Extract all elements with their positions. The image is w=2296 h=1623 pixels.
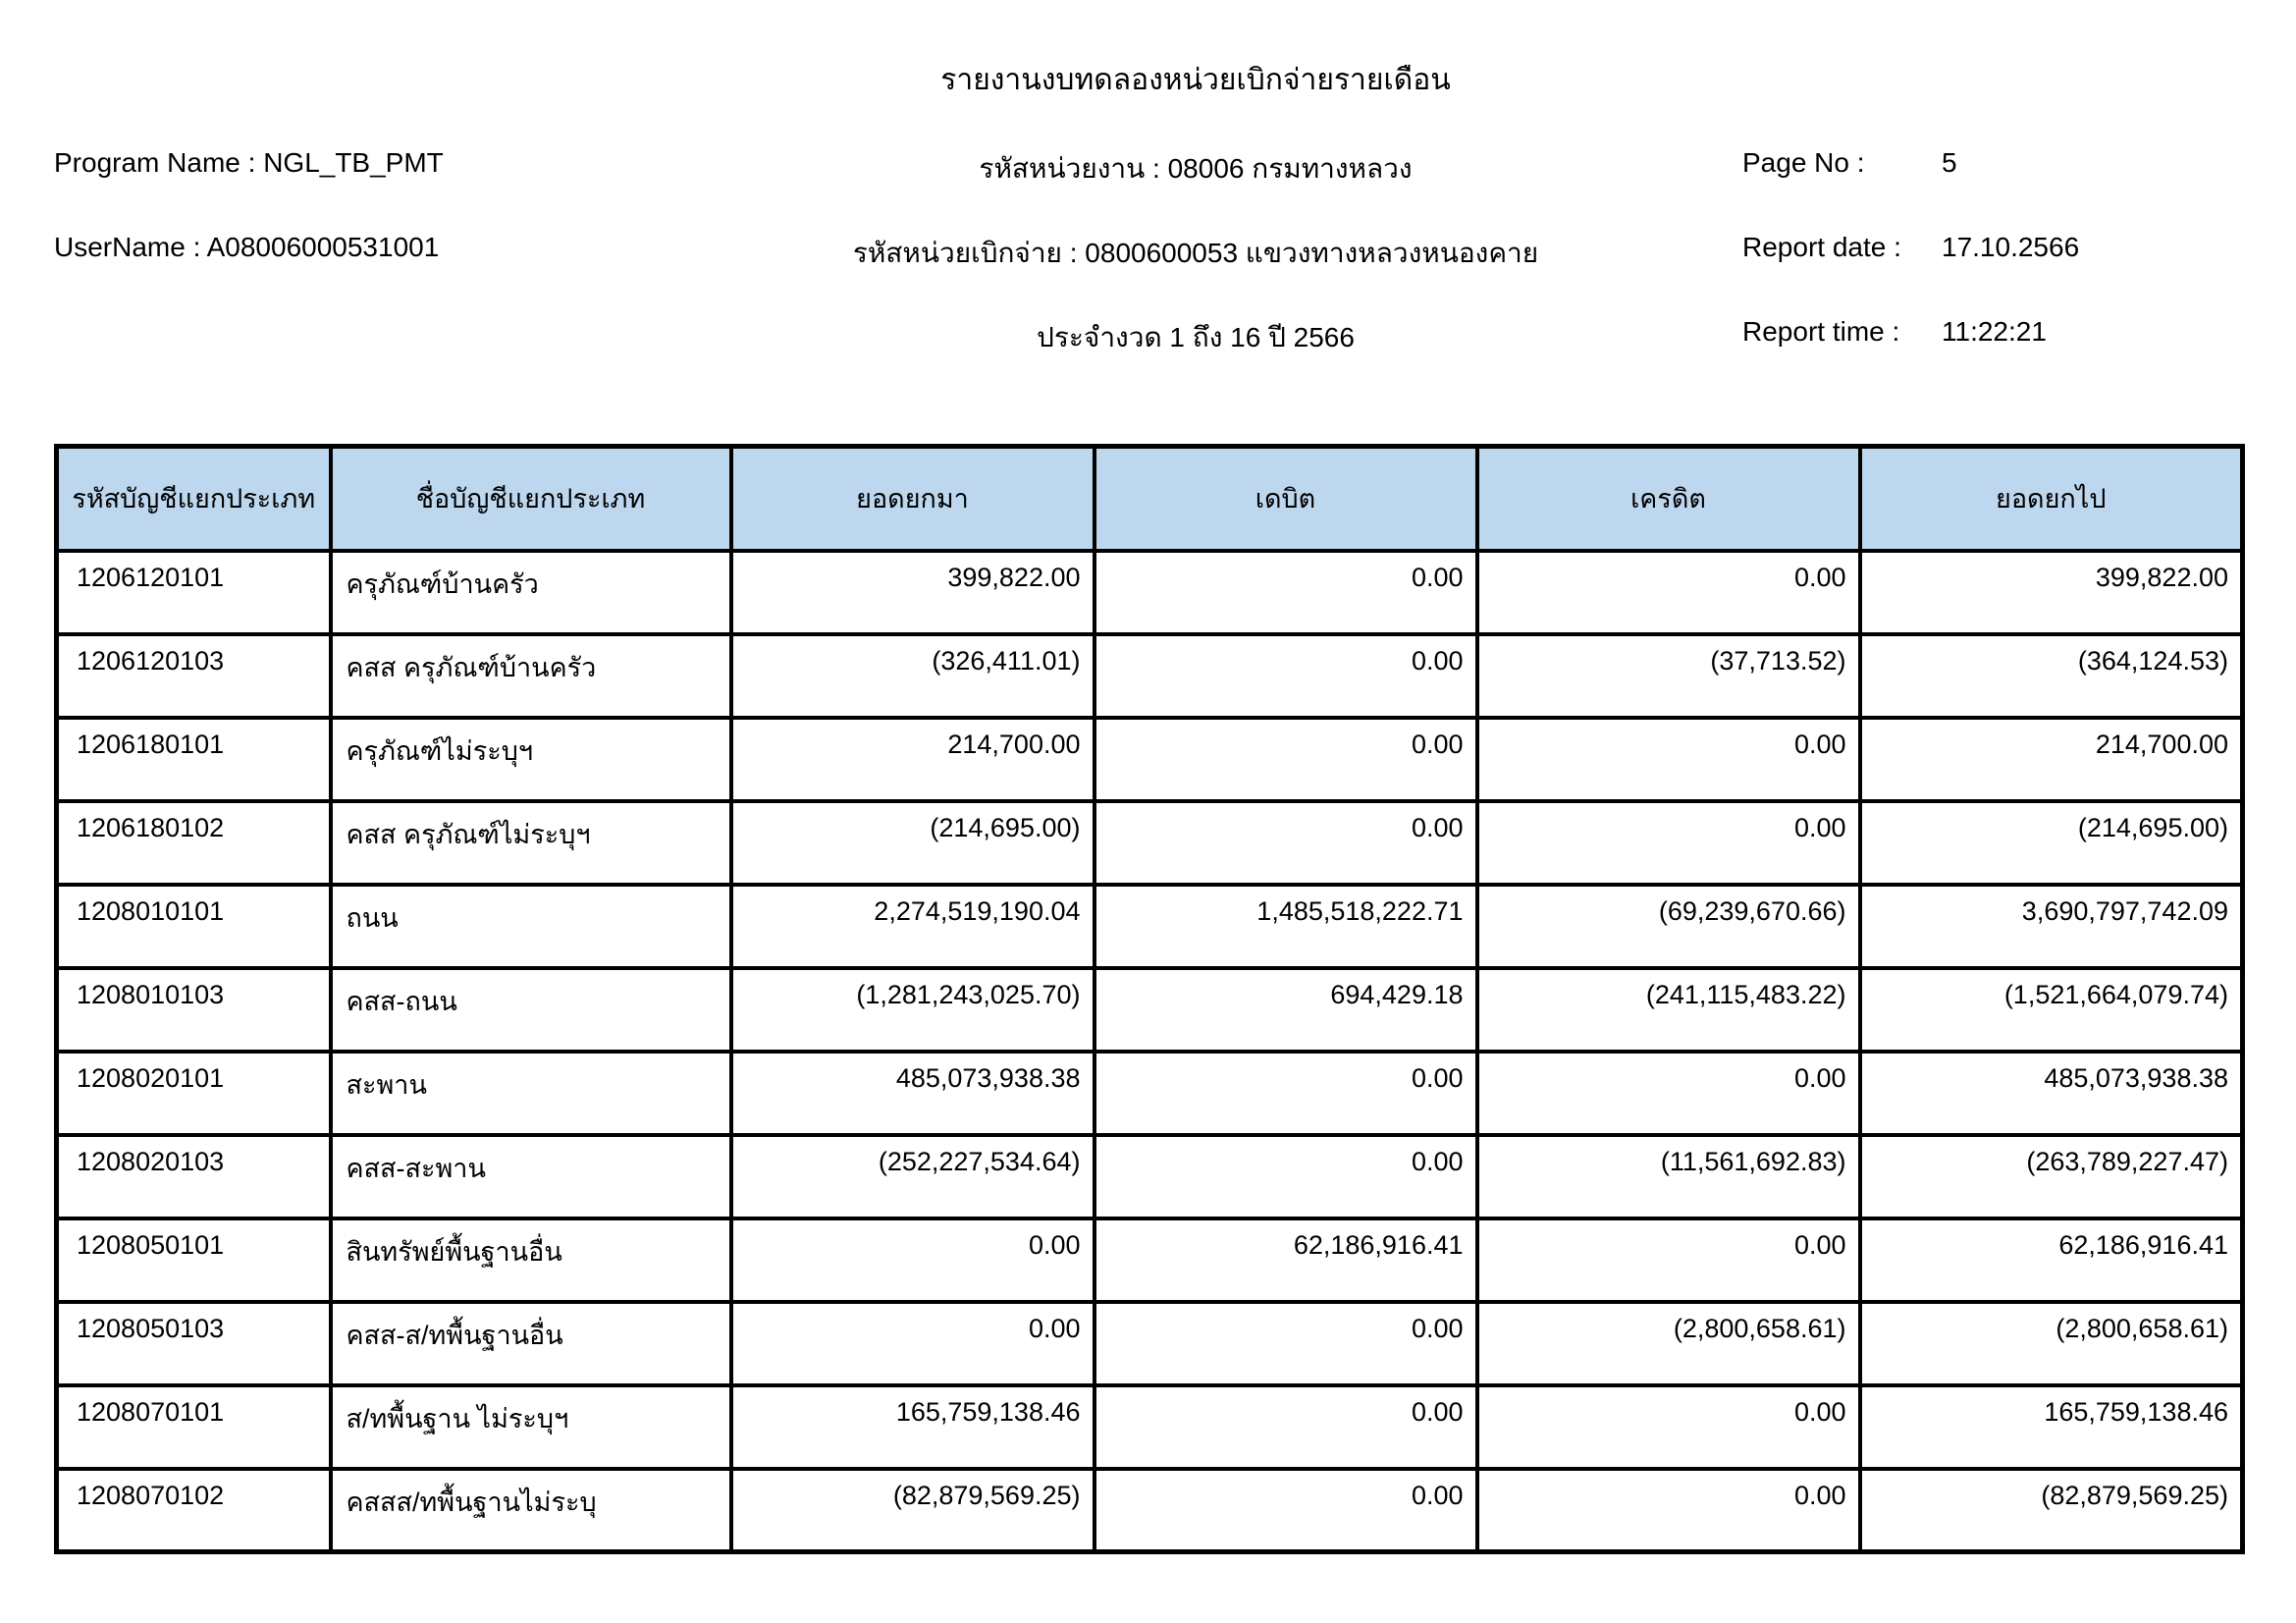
account-code-cell: 1208020101	[57, 1052, 331, 1135]
account-name-cell: คสส ครุภัณฑ์บ้านครัว	[331, 634, 731, 718]
amount-cell: 399,822.00	[731, 551, 1095, 634]
account-code-cell: 1206180102	[57, 801, 331, 885]
amount-cell: (326,411.01)	[731, 634, 1095, 718]
report-date-value: 17.10.2566	[1942, 232, 2080, 262]
username-line	[54, 232, 439, 263]
account-name-cell: คสส-ถนน	[331, 968, 731, 1052]
amount-cell: 165,759,138.46	[1860, 1385, 2243, 1469]
account-code-cell: 1208020103	[57, 1135, 331, 1218]
disbursement-unit-line: รหัสหน่วยเบิกจ่าย : 0800600053 แขวงทางหลวงหนองคาย	[852, 238, 1539, 268]
table-row	[57, 551, 2243, 634]
amount-cell: 0.00	[1477, 1052, 1860, 1135]
account-code-cell: 1208050103	[57, 1302, 331, 1385]
amount-cell: (364,124.53)	[1860, 634, 2243, 718]
amount-cell: 485,073,938.38	[1860, 1052, 2243, 1135]
program-name-value: NGL_TB_PMT	[263, 147, 444, 178]
account-code-cell: 1208010101	[57, 885, 331, 968]
amount-cell: (37,713.52)	[1477, 634, 1860, 718]
report-date-label: Report date :	[1742, 232, 1901, 262]
account-code-cell: 1208070102	[57, 1469, 331, 1552]
amount-cell: 0.00	[1095, 1135, 1477, 1218]
account-code-cell: 1208070101	[57, 1385, 331, 1469]
table-row	[57, 1052, 2243, 1135]
report-time-value: 11:22:21	[1942, 316, 2047, 347]
account-code-cell: 1206180101	[57, 718, 331, 801]
program-name-line	[54, 147, 444, 179]
column-header: ยอดยกมา	[731, 447, 1095, 551]
amount-cell: 485,073,938.38	[731, 1052, 1095, 1135]
amount-cell: 62,186,916.41	[1095, 1218, 1477, 1302]
table-row	[57, 968, 2243, 1052]
username-label: UserName :	[54, 232, 201, 262]
account-code-cell: 1208050101	[57, 1218, 331, 1302]
table-row	[57, 1302, 2243, 1385]
amount-cell: 214,700.00	[1860, 718, 2243, 801]
amount-cell: 0.00	[1095, 1302, 1477, 1385]
trial-balance-table	[54, 444, 2245, 1554]
amount-cell: 0.00	[1477, 1385, 1860, 1469]
report-title: รายงานงบทดลองหน่วยเบิกจ่ายรายเดือน	[940, 64, 1451, 96]
amount-cell: 0.00	[1095, 1052, 1477, 1135]
amount-cell: 0.00	[1477, 1218, 1860, 1302]
account-name-cell: คสส-ส/ทพื้นฐานอื่น	[331, 1302, 731, 1385]
table-row	[57, 1135, 2243, 1218]
amount-cell: 0.00	[1095, 1385, 1477, 1469]
column-header: ยอดยกไป	[1860, 447, 2243, 551]
amount-cell: (82,879,569.25)	[1860, 1469, 2243, 1552]
column-header: เดบิต	[1095, 447, 1477, 551]
account-name-cell: คสส ครุภัณฑ์ไม่ระบุฯ	[331, 801, 731, 885]
amount-cell: 399,822.00	[1860, 551, 2243, 634]
table-row	[57, 885, 2243, 968]
page-no-value: 5	[1942, 147, 1957, 178]
table-row	[57, 718, 2243, 801]
amount-cell: 2,274,519,190.04	[731, 885, 1095, 968]
amount-cell: 165,759,138.46	[731, 1385, 1095, 1469]
account-code-cell: 1208010103	[57, 968, 331, 1052]
amount-cell: (263,789,227.47)	[1860, 1135, 2243, 1218]
amount-cell: 0.00	[1095, 551, 1477, 634]
amount-cell: 0.00	[1095, 1469, 1477, 1552]
amount-cell: (69,239,670.66)	[1477, 885, 1860, 968]
username-value: A08006000531001	[206, 232, 440, 262]
account-name-cell: ครุภัณฑ์บ้านครัว	[331, 551, 731, 634]
amount-cell: (214,695.00)	[1860, 801, 2243, 885]
account-name-cell: ครุภัณฑ์ไม่ระบุฯ	[331, 718, 731, 801]
amount-cell: 694,429.18	[1095, 968, 1477, 1052]
report-time-label: Report time :	[1742, 316, 1900, 347]
amount-cell: (1,281,243,025.70)	[731, 968, 1095, 1052]
page-no-label: Page No :	[1742, 147, 1865, 178]
amount-cell: (1,521,664,079.74)	[1860, 968, 2243, 1052]
column-header: รหัสบัญชีแยกประเภท	[57, 447, 331, 551]
amount-cell: 0.00	[1095, 634, 1477, 718]
amount-cell: (2,800,658.61)	[1860, 1302, 2243, 1385]
amount-cell: 3,690,797,742.09	[1860, 885, 2243, 968]
account-name-cell: ถนน	[331, 885, 731, 968]
amount-cell: (2,800,658.61)	[1477, 1302, 1860, 1385]
amount-cell: 214,700.00	[731, 718, 1095, 801]
amount-cell: (214,695.00)	[731, 801, 1095, 885]
table-body	[57, 551, 2243, 1552]
table-row	[57, 1385, 2243, 1469]
account-name-cell: คสสส/ทพื้นฐานไม่ระบุ	[331, 1469, 731, 1552]
account-name-cell: สินทรัพย์พื้นฐานอื่น	[331, 1218, 731, 1302]
amount-cell: (252,227,534.64)	[731, 1135, 1095, 1218]
amount-cell: (82,879,569.25)	[731, 1469, 1095, 1552]
amount-cell: 62,186,916.41	[1860, 1218, 2243, 1302]
amount-cell: (11,561,692.83)	[1477, 1135, 1860, 1218]
table-row	[57, 634, 2243, 718]
account-code-cell: 1206120101	[57, 551, 331, 634]
column-header: เครดิต	[1477, 447, 1860, 551]
table-row	[57, 1469, 2243, 1552]
amount-cell: 0.00	[1095, 801, 1477, 885]
column-header: ชื่อบัญชีแยกประเภท	[331, 447, 731, 551]
amount-cell: 0.00	[731, 1218, 1095, 1302]
account-name-cell: สะพาน	[331, 1052, 731, 1135]
table-header-row	[57, 447, 2243, 551]
amount-cell: 0.00	[1095, 718, 1477, 801]
account-name-cell: ส/ทพื้นฐาน ไม่ระบุฯ	[331, 1385, 731, 1469]
amount-cell: 0.00	[1477, 551, 1860, 634]
table-row	[57, 801, 2243, 885]
amount-cell: 0.00	[731, 1302, 1095, 1385]
period-line: ประจำงวด 1 ถึง 16 ปี 2566	[1037, 322, 1355, 352]
amount-cell: 0.00	[1477, 718, 1860, 801]
amount-cell: (241,115,483.22)	[1477, 968, 1860, 1052]
table-row	[57, 1218, 2243, 1302]
agency-code-line: รหัสหน่วยงาน : 08006 กรมทางหลวง	[979, 153, 1413, 184]
account-code-cell: 1206120103	[57, 634, 331, 718]
amount-cell: 1,485,518,222.71	[1095, 885, 1477, 968]
program-name-label: Program Name :	[54, 147, 256, 178]
amount-cell: 0.00	[1477, 801, 1860, 885]
account-name-cell: คสส-สะพาน	[331, 1135, 731, 1218]
amount-cell: 0.00	[1477, 1469, 1860, 1552]
